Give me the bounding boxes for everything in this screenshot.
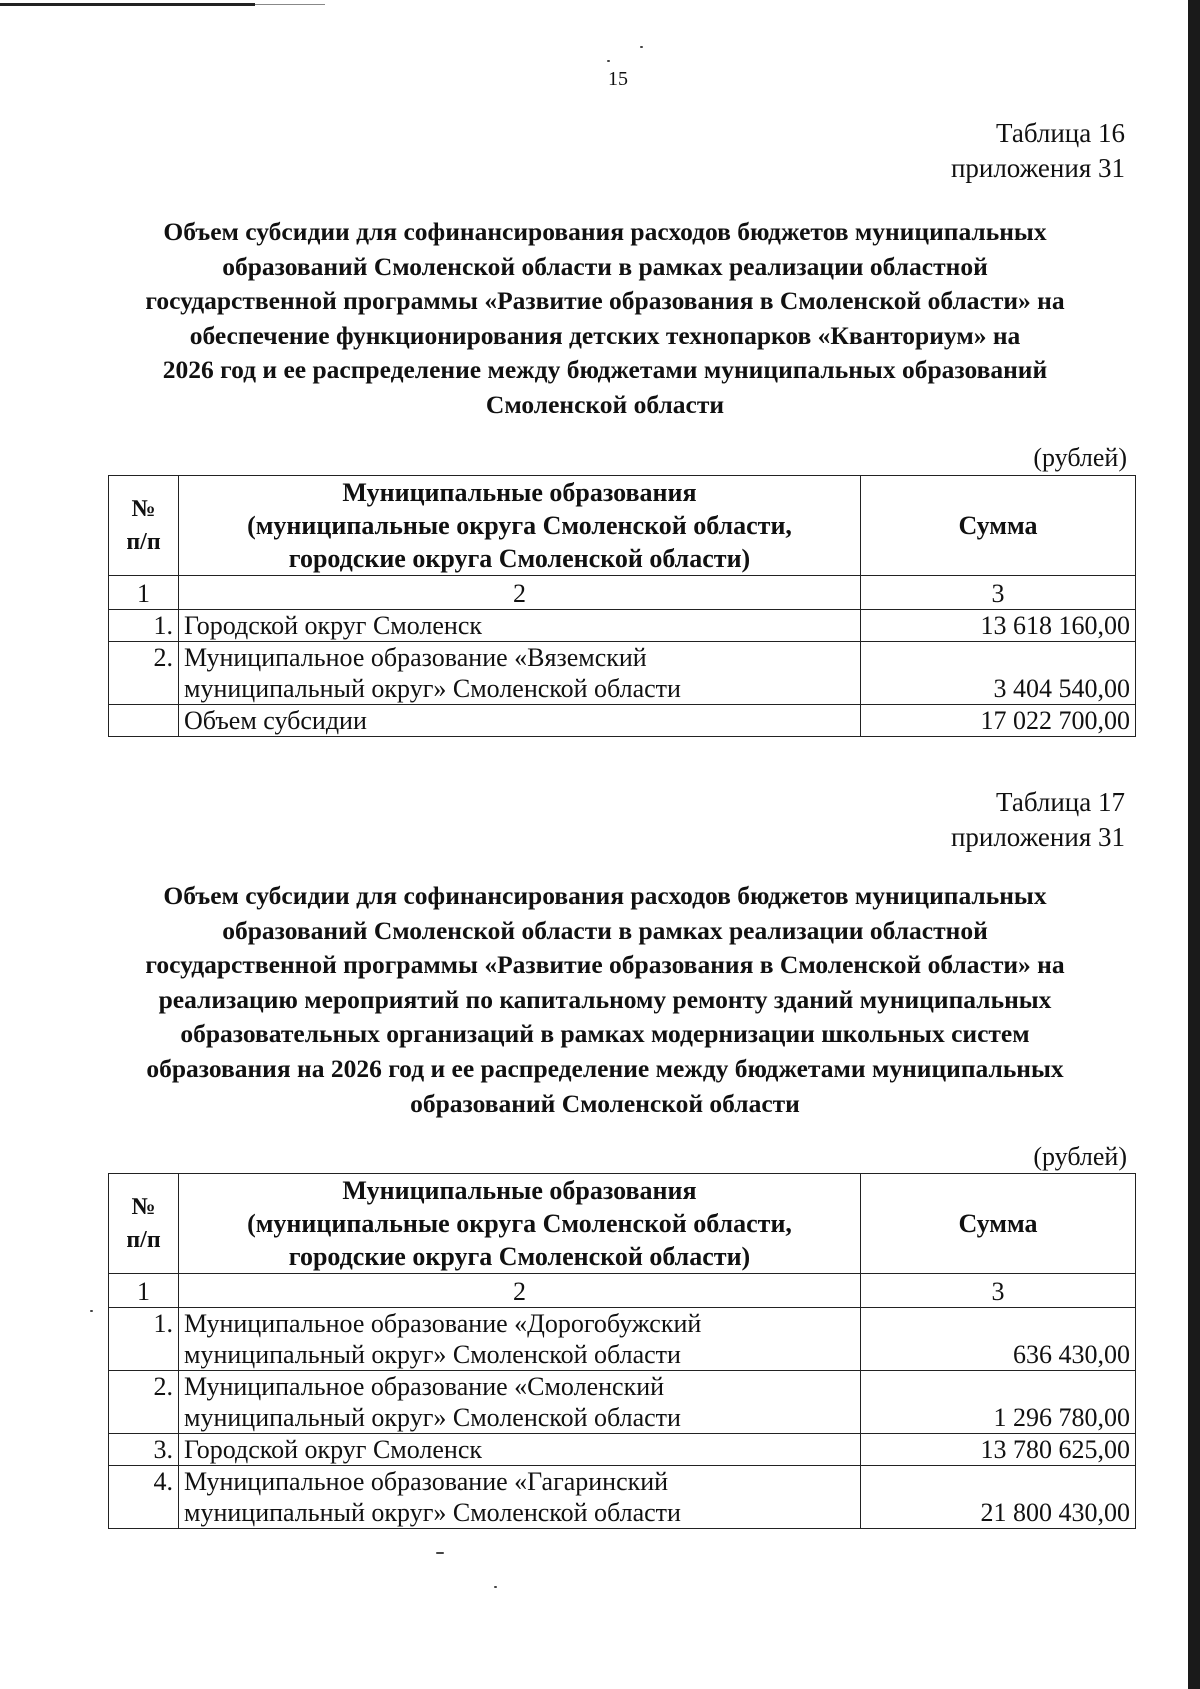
table-row <box>109 1371 1136 1434</box>
header-row <box>109 476 1136 576</box>
scan-speck <box>90 1310 93 1312</box>
title-line: реализацию мероприятий по капитальному ремонту зданий муниципальных <box>158 984 1052 1014</box>
row-num: 4. <box>109 1466 179 1529</box>
column-index: 1 <box>109 1274 179 1308</box>
title-line: обеспечение функционирования детских технопарков «Кванториум» на <box>189 320 1021 350</box>
table-label <box>951 116 1125 186</box>
column-index-row <box>109 576 1136 610</box>
row-num: 1. <box>109 1308 179 1371</box>
column-index-row <box>109 1274 1136 1308</box>
row-name <box>179 1371 861 1434</box>
row-sum: 3 404 540,00 <box>861 642 1136 705</box>
column-index: 2 <box>179 576 861 610</box>
header-num <box>109 1174 179 1274</box>
row-name-line: муниципальный округ» Смоленской области <box>184 1340 681 1369</box>
title-line: Смоленской области <box>485 389 725 419</box>
header-name-line: (муниципальные округа Смоленской области, <box>247 1209 792 1238</box>
scan-speck <box>436 1552 444 1554</box>
header-name-line: городские округа Смоленской области) <box>288 1242 751 1271</box>
header-name-line: Муниципальные образования <box>342 1176 697 1205</box>
table-number: Таблица 16 <box>996 118 1125 148</box>
table-row <box>109 610 1136 642</box>
column-index: 3 <box>861 1274 1136 1308</box>
title-line: Объем субсидии для софинансирования расходов бюджетов муниципальных <box>163 881 1047 910</box>
header-num <box>109 476 179 576</box>
row-name-line: Муниципальное образование «Дорогобужский <box>184 1309 702 1338</box>
row-num: 2. <box>109 642 179 705</box>
scan-speck <box>607 60 610 62</box>
table-number: Таблица 17 <box>996 787 1125 817</box>
scan-speck <box>494 1586 497 1588</box>
scan-top-rule-faint <box>255 4 325 5</box>
column-index: 2 <box>179 1274 861 1308</box>
table-row <box>109 642 1136 705</box>
header-name-line: Муниципальные образования <box>342 478 697 507</box>
table-title <box>105 879 1105 1121</box>
appendix-ref: приложения 31 <box>950 153 1125 183</box>
row-sum: 13 618 160,00 <box>861 610 1136 642</box>
row-name <box>179 1308 861 1371</box>
subsidy-table <box>108 1173 1136 1529</box>
scan-top-rule <box>0 3 255 6</box>
page-number: 15 <box>608 68 628 90</box>
scan-speck <box>640 46 643 48</box>
table-row <box>109 1308 1136 1371</box>
total-num-empty <box>109 705 179 737</box>
row-name: Городской округ Смоленск <box>179 1434 861 1466</box>
row-sum: 636 430,00 <box>861 1308 1136 1371</box>
row-name-line: Муниципальное образование «Вяземский <box>184 643 647 672</box>
title-line: Объем субсидии для софинансирования расходов бюджетов муниципальных <box>163 217 1047 246</box>
title-line: образовательных организаций в рамках модернизации школьных систем <box>180 1019 1030 1049</box>
row-name-line: муниципальный округ» Смоленской области <box>184 1498 681 1527</box>
row-name <box>179 1466 861 1529</box>
header-sum: Сумма <box>861 476 1136 576</box>
subsidy-table <box>108 475 1136 737</box>
header-name <box>179 476 861 576</box>
column-index: 3 <box>861 576 1136 610</box>
row-sum: 13 780 625,00 <box>861 1434 1136 1466</box>
row-sum: 21 800 430,00 <box>861 1466 1136 1529</box>
column-index: 1 <box>109 576 179 610</box>
title-line: государственной программы «Развитие образования в Смоленской области» на <box>145 286 1065 316</box>
table-row <box>109 1466 1136 1529</box>
total-sum: 17 022 700,00 <box>861 705 1136 737</box>
row-name-line: Муниципальное образование «Смоленский <box>184 1372 665 1401</box>
total-row <box>109 705 1136 737</box>
header-name-line: (муниципальные округа Смоленской области, <box>247 511 792 540</box>
row-name-line: Муниципальное образование «Гагаринский <box>184 1467 669 1496</box>
header-name <box>179 1174 861 1274</box>
row-sum: 1 296 780,00 <box>861 1371 1136 1434</box>
unit-label: (рублей) <box>1033 1142 1127 1171</box>
row-name <box>179 642 861 705</box>
title-line: образований Смоленской области в рамках реализации областной <box>222 251 988 281</box>
table-label <box>951 785 1125 855</box>
title-line: государственной программы «Развитие образования в Смоленской области» на <box>145 950 1065 980</box>
title-line: образования на 2026 год и ее распределение между бюджетами муниципальных <box>146 1053 1064 1083</box>
header-num-line: п/п <box>126 1226 161 1253</box>
appendix-ref: приложения 31 <box>950 822 1125 852</box>
header-sum: Сумма <box>861 1174 1136 1274</box>
unit-label: (рублей) <box>1033 443 1127 472</box>
row-num: 3. <box>109 1434 179 1466</box>
title-line: образований Смоленской области <box>410 1088 800 1118</box>
header-num-line: п/п <box>126 528 161 555</box>
row-name-line: муниципальный округ» Смоленской области <box>184 674 681 703</box>
scan-page-edge <box>1188 0 1200 1689</box>
header-num-line: № <box>131 495 156 522</box>
title-line: образований Смоленской области в рамках реализации областной <box>222 915 988 945</box>
total-label: Объем субсидии <box>179 705 861 737</box>
row-num: 1. <box>109 610 179 642</box>
title-line: 2026 год и ее распределение между бюджетами муниципальных образований <box>162 355 1048 385</box>
table-title <box>105 215 1105 423</box>
table-row <box>109 1434 1136 1466</box>
row-name-line: муниципальный округ» Смоленской области <box>184 1403 681 1432</box>
header-num-line: № <box>131 1193 156 1220</box>
row-name: Городской округ Смоленск <box>179 610 861 642</box>
row-num: 2. <box>109 1371 179 1434</box>
header-name-line: городские округа Смоленской области) <box>288 544 751 573</box>
header-row <box>109 1174 1136 1274</box>
